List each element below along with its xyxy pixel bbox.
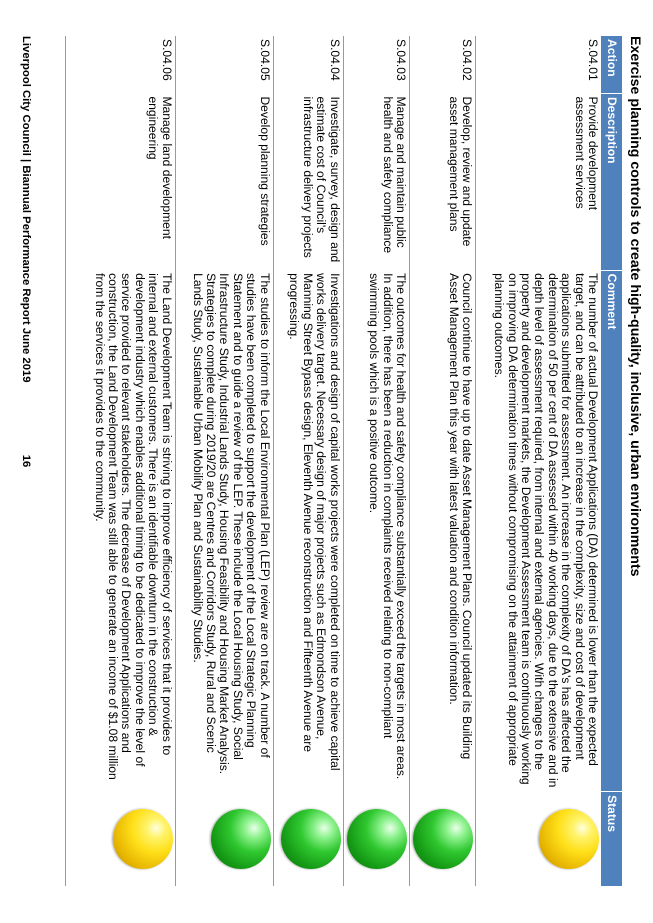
footer-report-title: Liverpool City Council | Biannual Performance Report June 2019: [20, 36, 32, 383]
table-row: [343, 36, 409, 886]
action-description: Develop, review and update asset management plans: [410, 93, 476, 270]
status-yellow-light-icon: [539, 809, 599, 869]
section-heading: Exercise planning controls to create high-quality, inclusive, urban environments: [627, 36, 643, 577]
action-code: S.04.04: [273, 36, 343, 93]
header-status: Status: [601, 792, 622, 886]
action-comment: The outcomes for health and safety compliance substantially exceed the targets in most areas. In addition, there has been a reduction in complaints received relating to non-compliant swimming pools which is a positive outcome.: [343, 270, 409, 791]
table-row: [175, 36, 273, 886]
action-comment: Council continue to have up to date Asset Management Plans. Council updated its Building Asset Management Plan this year with latest valuation and condition information.: [410, 270, 476, 791]
page-number: 16: [20, 454, 32, 468]
action-description: Develop planning strategies: [175, 93, 273, 270]
action-comment: The studies to inform the Local Environmental Plan (LEP) review are on track. A number of studies have been completed to support the development of the Local Strategic Planning Statement and to guide a review of the LEP. These include the Local Housing Study, Social Infrastructure Study, Industrial Lands Study, Housing Feasibility and Housing Market Analysis. Strategies to complete during 2019/20 are Centres and Corridors Study, Rural and Scenic Lands Study, Sustainable Urban Mobility Plan and Sustainability Studies.: [175, 270, 273, 791]
header-description: Description: [601, 93, 622, 270]
action-code: S.04.03: [343, 36, 409, 93]
action-code: S.04.02: [410, 36, 476, 93]
action-code: S.04.06: [65, 36, 175, 93]
action-code: S.04.01: [476, 36, 601, 93]
status-green-light-icon: [281, 809, 341, 869]
status-green-light-icon: [347, 809, 407, 869]
action-comment: The Land Development Team is striving to improve efficiency of services that it provides to internal and external customers. There is an identifiable downturn in the construction & development industry which enables additional timing to be dedicated to improve the level of service provided to relevant stakeholders. The decrease of Development Applications and construction, the Land Development Team was still able to generate an income of $1.08 million from the services it provides to the community.: [65, 270, 175, 791]
action-comment: Investigations and design of capital works projects were completed on time to achieve capital works delivery target. Necessary design of major projects such as Edmondson Avenue, Manning Street Bypass design, Eleventh Avenue reconstruction and Fifteenth Avenue are progressing.: [273, 270, 343, 791]
action-code: S.04.05: [175, 36, 273, 93]
table-row: [476, 36, 601, 886]
status-green-light-icon: [414, 809, 474, 869]
table-row: [410, 36, 476, 886]
status-green-light-icon: [211, 809, 271, 869]
header-action: Action: [601, 36, 622, 93]
table-row: [273, 36, 343, 886]
table-row: [65, 36, 175, 886]
action-description: Manage and maintain public health and safety compliance: [343, 93, 409, 270]
header-comment: Comment: [601, 270, 622, 791]
status-yellow-light-icon: [113, 809, 173, 869]
action-description: Manage land development engineering: [65, 93, 175, 270]
action-description: Provide development assessment services: [476, 93, 601, 270]
action-comment: The number of actual Development Applications (DA) determined is lower than the expected target, and can be attributed to an increase in the complexity, size and cost of development applications submitted for assessment. An increase in the complexity of DA's has affected the determination of 50 per cent of DA assessed within 40 working days, due to the extensive and in depth level of assessment required, from internal and external agencies. With changes to the property and development markets, the Development Assessment team is continuously working on improving DA determination times without compromising on the attainment of appropriate planning outcomes.: [476, 270, 601, 791]
table-header-row: [601, 36, 622, 886]
action-description: Investigate, survey, design and estimate cost of Council's infrastructure delivery projects: [273, 93, 343, 270]
planning-controls-table: [65, 36, 622, 886]
